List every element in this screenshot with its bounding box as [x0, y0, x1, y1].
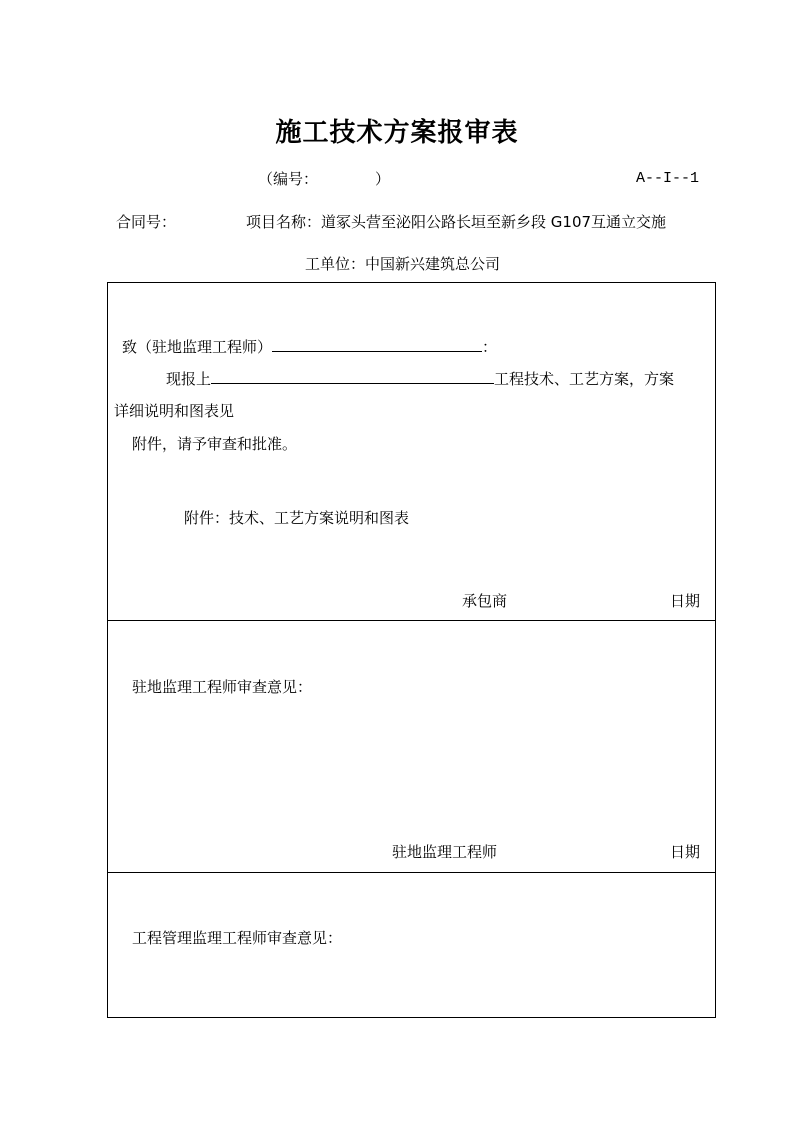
- attachment-request: 附件，请予审查和批准。: [132, 435, 298, 453]
- addressee-prefix: 致（驻地监理工程师）: [122, 338, 273, 356]
- detail-line: 详细说明和图表见: [114, 402, 235, 420]
- contract-label: 合同号：: [116, 213, 177, 231]
- project-label: 项目名称：: [246, 213, 322, 231]
- approval-form-table: [107, 282, 716, 1018]
- addressee-line: [122, 335, 497, 357]
- report-line: [166, 367, 674, 389]
- project-name-line: [246, 211, 666, 232]
- management-engineer-review-heading: 工程管理监理工程师审查意见：: [132, 929, 343, 947]
- resident-engineer-date-label: 日期: [670, 843, 701, 861]
- report-prefix: 现报上: [166, 370, 212, 388]
- contractor-date-label: 日期: [670, 592, 701, 610]
- project-name: 道冢头营至泌阳公路长垣至新乡段 G107互通立交施: [321, 213, 667, 231]
- section-divider-1: [108, 620, 715, 621]
- contractor-signature-label: 承包商: [462, 592, 508, 610]
- serial-number-close: ）: [375, 170, 391, 188]
- form-code: A--I--1: [636, 170, 700, 187]
- engineer-name-blank[interactable]: [272, 335, 482, 352]
- section-divider-2: [108, 872, 715, 873]
- serial-number-label: （编号：: [258, 170, 319, 188]
- page-title: 施工技术方案报审表: [275, 118, 519, 148]
- attachment-note: 附件：技术、工艺方案说明和图表: [184, 509, 410, 527]
- resident-engineer-review-heading: 驻地监理工程师审查意见：: [132, 678, 313, 696]
- project-item-blank[interactable]: [211, 367, 494, 384]
- report-suffix: 工程技术、工艺方案，方案: [494, 370, 675, 388]
- addressee-suffix: ：: [482, 338, 498, 356]
- construction-unit: 工单位：中国新兴建筑总公司: [305, 255, 501, 273]
- resident-engineer-signature-label: 驻地监理工程师: [392, 843, 498, 861]
